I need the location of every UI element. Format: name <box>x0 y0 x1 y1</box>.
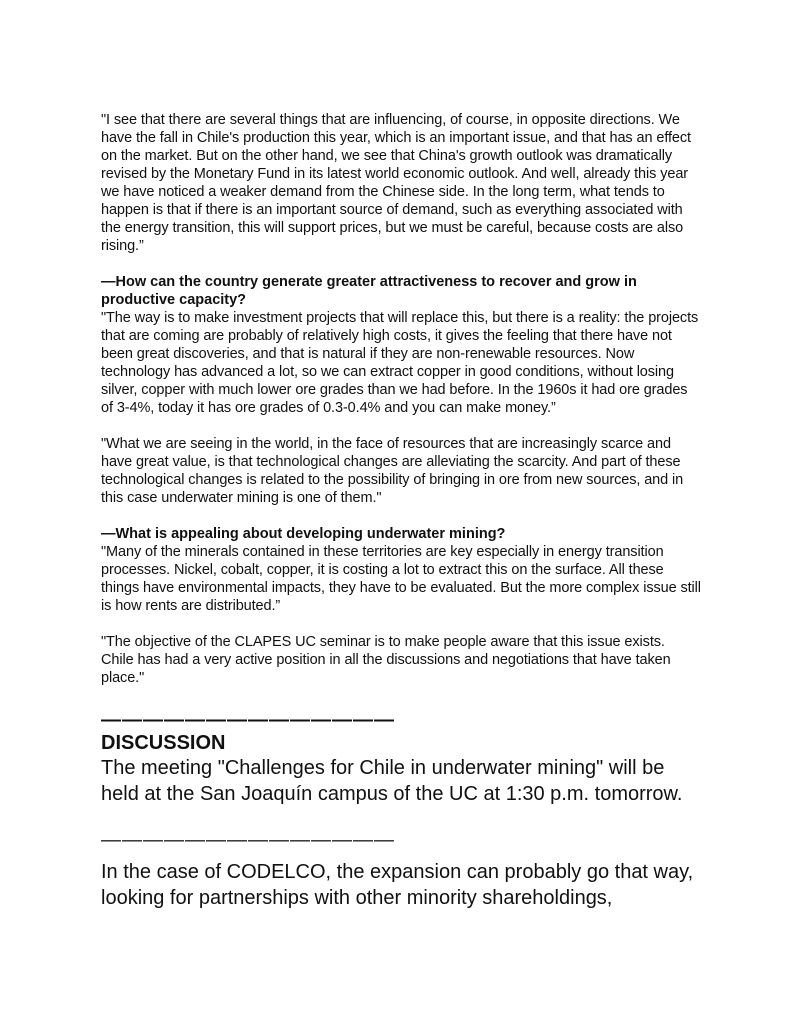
section-divider-light: —————————————— <box>101 829 395 851</box>
article-body <box>101 111 701 911</box>
quote-paragraph-1: "I see that there are several things that are influencing, of course, in opposite directions. We have the fall in Chile's production this year, which is an important issue, and that has an effect on the market. But on the other hand, we see that China's growth outlook was dramatically revised by the Monetary Fund in its latest world economic outlook. And well, already this year we have noticed a weaker demand from the Chinese side. In the long term, what tends to happen is that if there is an important source of demand, such as everything associated with the energy transition, this will support prices, but we must be careful, because costs are also rising.” <box>101 112 691 254</box>
discussion-text: The meeting "Challenges for Chile in underwater mining" will be held at the San Joaquín campus of the UC at 1:30 p.m. tomorrow. <box>101 757 683 805</box>
quote-paragraph-3: "What we are seeing in the world, in the face of resources that are increasingly scarce and have great value, is that technological changes are alleviating the scarcity. And part of these technological changes is related to the possibility of bringing in ore from new sources, and in this case underwater mining is one of them." <box>101 436 684 506</box>
interview-question-1: —How can the country generate greater attractiveness to recover and grow in productive capacity? <box>101 274 637 308</box>
codelco-text: In the case of CODELCO, the expansion can probably go that way, looking for partnerships with other minority shareholdings, <box>101 861 694 909</box>
discussion-heading: DISCUSSION <box>101 732 226 754</box>
interview-question-2: —What is appealing about developing underwater mining? <box>101 526 506 542</box>
quote-paragraph-2: "The way is to make investment projects that will replace this, but there is a reality: the projects that are coming are probably of relatively high costs, it gives the feeling that there have not been great discoveries, and that is natural if they are non-renewable resources. Now technology has advanced a lot, so we can extract copper in good conditions, without losing silver, copper with much lower ore grades than we had before. In the 1960s it had ore grades of 3-4%, today it has ore grades of 0.3-0.4% and you can make money.” <box>101 310 699 416</box>
quote-paragraph-5: "The objective of the CLAPES UC seminar is to make people aware that this issue exists. Chile has had a very active position in all the discussions and negotiations that have taken place." <box>101 634 671 686</box>
quote-paragraph-4: "Many of the minerals contained in these territories are key especially in energy transition processes. Nickel, cobalt, copper, it is costing a lot to extract this on the surface. All these things have environmental impacts, they have to be evaluated. But the more complex issue still is how rents are distributed.” <box>101 544 701 614</box>
section-divider-bold: —————————————— <box>101 709 395 731</box>
